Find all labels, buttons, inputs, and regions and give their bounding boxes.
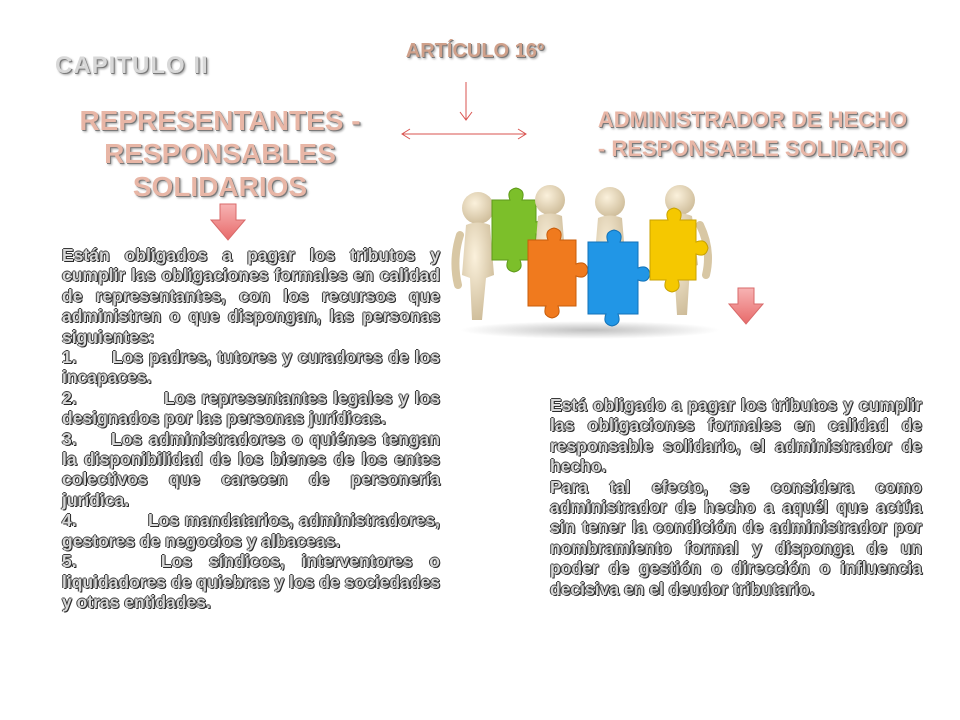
left-list-item: 3. Los administradores o quiénes tengan la disponibilidad de los bienes de los entes colectivos que carecen de personería jurídica.: [62, 428, 440, 510]
chapter-heading: CAPITULO II: [55, 52, 209, 79]
left-list-item: 1. Los padres, tutores y curadores de los incapaces.: [62, 347, 440, 388]
figure-1: [455, 192, 494, 320]
right-paragraph: Para tal efecto, se considera como administrador de hecho a aquél que actúa sin tener la condición de administrador por nombramiento formal y disponga de un poder de gestión o dirección o influencia decisiva en el deudor tributario.: [550, 476, 922, 599]
left-paragraph: Están obligados a pagar los tributos y cumplir las obligaciones formales en calidad de representantes, con los recursos que administren o que dispongan, las personas siguientes:: [62, 245, 440, 347]
people-puzzle-illustration: [450, 180, 725, 340]
right-section-title: [560, 105, 945, 163]
bidirectional-connector-arrow: [400, 124, 530, 144]
right-body-text: [550, 395, 922, 599]
right-paragraph: Está obligado a pagar los tributos y cumplir las obligaciones formales en calidad de responsable solidario, el administrador de hecho.: [550, 395, 922, 477]
left-title-line: REPRESENTANTES -: [79, 105, 361, 136]
left-title-line: RESPONSABLES: [104, 138, 336, 169]
left-title-line: SOLIDARIOS: [132, 171, 308, 202]
left-body-text: [62, 245, 440, 612]
left-section-title: [65, 104, 375, 203]
right-down-arrow-icon: [728, 287, 764, 325]
left-list-item: 2. Los representantes legales y los designados por las personas jurídicas.: [62, 387, 440, 429]
right-title-line: ADMINISTRADOR DE HECHO: [597, 107, 908, 132]
right-title-line: - RESPONSABLE SOLIDARIO: [597, 136, 908, 161]
left-list-item: 5. Los síndicos, interventores o liquidadores de quiebras y los de sociedades y otras entidades.: [62, 551, 440, 612]
left-list-item: 4. Los mandatarios, administradores, gestores de negocios y albaceas.: [62, 510, 440, 551]
left-down-arrow-icon: [210, 203, 246, 241]
down-connector-arrow: [458, 82, 478, 124]
article-heading: ARTÍCULO 16º: [405, 40, 545, 62]
